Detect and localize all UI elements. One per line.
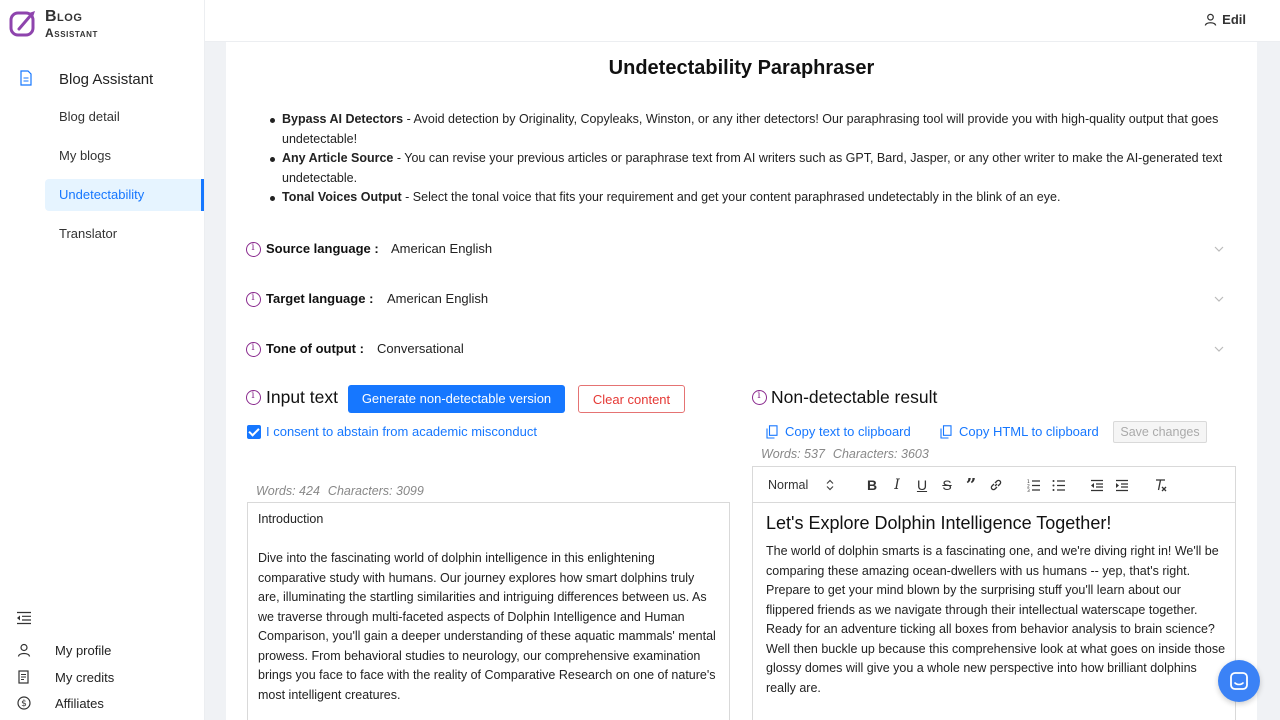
input-textarea[interactable] <box>247 502 730 720</box>
svg-text:2: 2 <box>1027 484 1030 489</box>
copy-icon <box>940 425 952 439</box>
sidebar-section-blog-assistant[interactable] <box>0 62 205 96</box>
result-char-count: Characters: 3603 <box>832 447 929 461</box>
info-icon[interactable] <box>246 242 261 257</box>
input-char-count: Characters: 3099 <box>327 484 424 498</box>
result-heading: Let's Explore Dolphin Intelligence Together! <box>766 513 1112 533</box>
blockquote-icon[interactable]: ” <box>965 474 977 496</box>
editor-content[interactable] <box>766 513 1226 698</box>
format-select[interactable] <box>768 478 834 492</box>
editor-toolbar <box>753 467 1235 503</box>
result-paragraph: The world of dolphin smarts is a fascinating one, and we're diving right in! We'll be comparing these amazing ocean-dwellers with us humans -- yep, that's right. Prepare to get your mind blown by the surprising stuff you'll learn about our flippered friends as we navigate through their intellectual waterscape together. Ready for an adventure ticking all boxes from behavior analysis to brain science? Well then buckle up because this comprehensive look at what goes on inside those glossy domes will give you a whole new perspective into how brilliant dolphins really are. <box>766 544 1226 695</box>
ordered-list-icon[interactable] <box>1025 476 1043 494</box>
link-icon[interactable] <box>987 476 1005 494</box>
input-paragraph: Introduction <box>258 512 324 526</box>
input-text-title: Input text <box>266 387 338 407</box>
feature-title: Tonal Voices Output <box>282 190 402 204</box>
tone-label: Tone of output : <box>266 341 364 356</box>
sidebar-footer-my-profile[interactable] <box>0 638 205 664</box>
feature-text: - Avoid detection by Originality, Copyleaks, Winston, or any ither detectors! Our paraphrasing tool will provide you with high-quality output that goes undetectable! <box>282 112 1219 146</box>
dollar-icon <box>17 696 31 710</box>
input-counts <box>256 484 424 498</box>
feature-item <box>270 149 1230 188</box>
copy-icon <box>766 425 778 439</box>
save-changes-button[interactable]: Save changes <box>1113 421 1207 443</box>
brand-line1: Blog <box>45 8 83 25</box>
target-language-value: American English <box>387 291 489 306</box>
bullet-list-icon[interactable] <box>1050 476 1068 494</box>
source-language-label: Source language : <box>266 241 379 256</box>
chevron-down-icon <box>1212 242 1226 256</box>
receipt-icon <box>17 670 31 684</box>
user-icon <box>1204 13 1217 26</box>
svg-text:1: 1 <box>1027 479 1030 485</box>
sidebar-footer-affiliates[interactable] <box>0 691 205 717</box>
chevron-down-icon <box>1212 342 1226 356</box>
consent-label: I consent to abstain from academic misconduct <box>266 424 537 439</box>
target-language-label: Target language : <box>266 291 374 306</box>
clear-content-button[interactable]: Clear content <box>578 385 685 413</box>
result-word-count: Words: 537 <box>761 447 825 461</box>
result-editor[interactable] <box>752 466 1236 720</box>
sidebar <box>0 0 205 720</box>
main-panel <box>226 42 1257 720</box>
copy-html-label: Copy HTML to clipboard <box>959 424 1099 439</box>
feature-title: Any Article Source <box>282 151 394 165</box>
sidebar-section-label: Blog Assistant <box>59 71 154 88</box>
result-title: Non-detectable result <box>771 387 938 407</box>
page-title: Undetectability Paraphraser <box>608 57 875 79</box>
user-menu[interactable] <box>1204 12 1246 27</box>
consent-checkbox[interactable] <box>247 424 537 439</box>
info-icon[interactable] <box>246 292 261 307</box>
clear-format-icon[interactable] <box>1152 476 1170 494</box>
target-language-select[interactable] <box>246 288 1226 312</box>
sidebar-footer-my-credits[interactable] <box>0 665 205 691</box>
copy-text-label: Copy text to clipboard <box>785 424 911 439</box>
tone-select[interactable] <box>246 338 1226 362</box>
indent-icon[interactable] <box>1113 476 1131 494</box>
format-select-value: Normal <box>768 478 809 492</box>
document-icon <box>19 70 33 86</box>
sidebar-item-translator[interactable]: Translator <box>59 226 118 241</box>
chat-support-button[interactable] <box>1218 660 1260 702</box>
brand-logo[interactable] <box>9 9 98 39</box>
info-icon[interactable] <box>246 342 261 357</box>
info-icon[interactable] <box>752 390 767 405</box>
source-language-select[interactable] <box>246 238 1226 262</box>
feature-item <box>270 110 1230 149</box>
bold-icon[interactable]: B <box>866 477 878 493</box>
sort-arrows-icon <box>826 479 834 491</box>
affiliates-label: Affiliates <box>55 696 104 711</box>
svg-text:$: $ <box>21 699 27 710</box>
sidebar-item-my-blogs[interactable]: My blogs <box>59 148 112 163</box>
my-profile-label: My profile <box>55 643 112 658</box>
outdent-icon[interactable] <box>1088 476 1106 494</box>
feature-item <box>270 188 1230 208</box>
copy-html-button[interactable] <box>940 424 1099 439</box>
user-name: Edil <box>1222 12 1246 27</box>
chevron-down-icon <box>1212 292 1226 306</box>
tone-value: Conversational <box>377 341 464 356</box>
feature-text: - Select the tonal voice that fits your requirement and get your content paraphrased undetectably in the blink of an eye. <box>401 190 1061 204</box>
feature-text: - You can revise your previous articles or paraphrase text from AI writers such as GPT, Bard, Jasper, or any other writer to make the AI-generated text undetectable. <box>282 151 1223 185</box>
input-paragraph: Dive into the fascinating world of dolphin intelligence in this enlightening comparative study with humans. Our journey explores how smart dolphins truly are, illuminating the startling similarities and intriguing differences between us. As we traverse through multi-faceted aspects of Dolphin Intelligence and Human Comparison, you'll gain a deeper understanding of these aquatic mammals' mental prowess. From behavioral studies to neurology, our comprehensive examination brings you face to face with the reality of Comparative Research on one of nature's most intelligent creatures. <box>258 551 716 702</box>
result-counts <box>761 447 929 461</box>
italic-icon[interactable]: I <box>894 477 900 493</box>
source-language-value: American English <box>391 241 493 256</box>
feature-title: Bypass AI Detectors <box>282 112 404 126</box>
collapse-menu-icon[interactable] <box>16 611 32 625</box>
my-credits-label: My credits <box>55 670 115 685</box>
sidebar-item-blog-detail[interactable]: Blog detail <box>59 109 120 124</box>
strikethrough-icon[interactable]: S <box>942 477 952 493</box>
checkbox-checked-icon[interactable] <box>247 425 261 439</box>
generate-button[interactable]: Generate non-detectable version <box>348 385 565 413</box>
feature-list <box>270 110 1230 208</box>
top-header <box>205 0 1280 42</box>
input-word-count: Words: 424 <box>256 484 320 498</box>
logo-icon <box>9 9 37 39</box>
brand-line2: Assistant <box>45 26 99 40</box>
chat-icon <box>1229 671 1249 691</box>
sidebar-item-undetectability[interactable]: Undetectability <box>45 179 204 211</box>
info-icon[interactable] <box>246 390 261 405</box>
user-icon <box>17 643 31 657</box>
svg-text:3: 3 <box>1027 488 1030 492</box>
underline-icon[interactable]: U <box>916 477 928 493</box>
copy-text-button[interactable] <box>766 424 911 439</box>
